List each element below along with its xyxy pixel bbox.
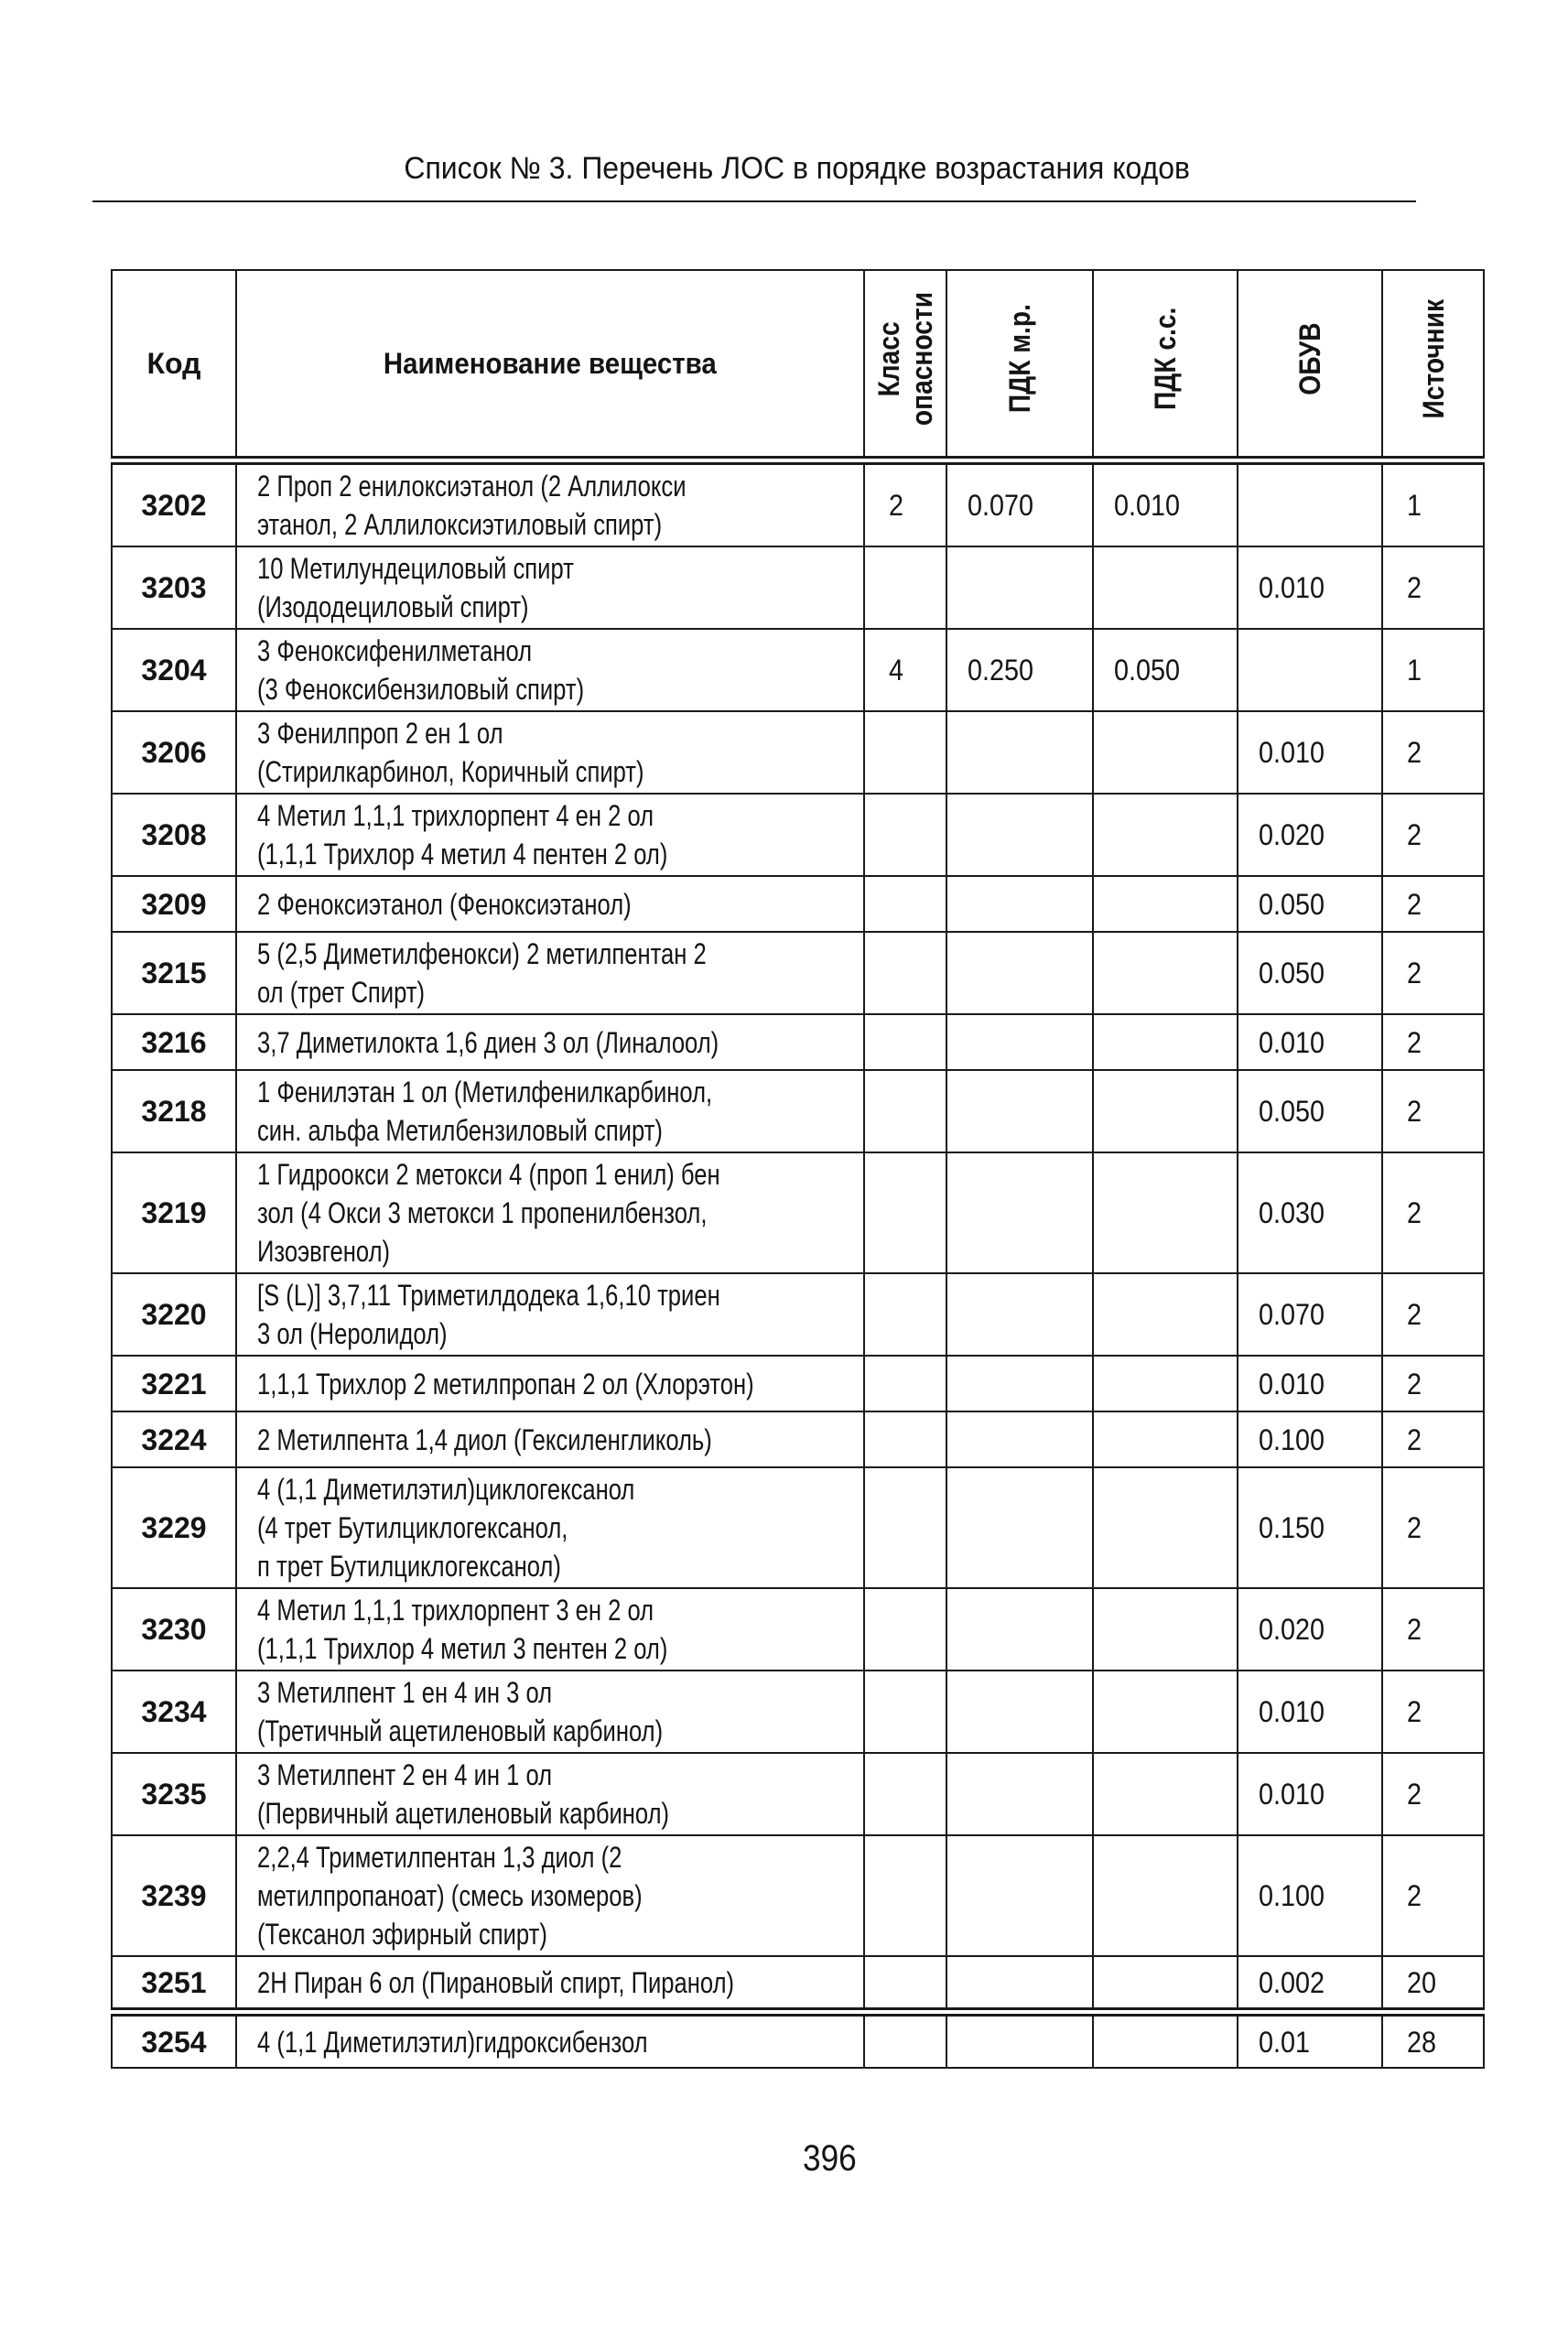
substance-code-cell: [112, 2012, 236, 2068]
table-header: [112, 270, 1484, 460]
table-row: [112, 546, 1484, 629]
header-row: [112, 270, 1484, 460]
obuv-value-cell: [1238, 1411, 1382, 1467]
hazard-class-cell: [864, 1753, 946, 1835]
source-value-cell: [1382, 1588, 1484, 1671]
obuv-value: 0.01: [1259, 2025, 1311, 2059]
pdk-ss-value-cell: [1093, 794, 1238, 876]
obuv-value-cell: [1238, 932, 1382, 1014]
pdk-mr-value-cell: [946, 460, 1093, 546]
substance-name: 2 Феноксиэтанол (Феноксиэтанол): [257, 887, 632, 921]
substance-code-cell: [112, 1588, 236, 1671]
hazard-class-cell: [864, 711, 946, 794]
table-row: [112, 629, 1484, 711]
column-header-source-label: Источник: [1416, 298, 1450, 419]
substance-name-cell: [236, 1835, 864, 1956]
pdk-mr-value-cell: [946, 1070, 1093, 1152]
pdk-mr-value-cell: [946, 629, 1093, 711]
pdk-ss-value-cell: [1093, 1467, 1238, 1588]
substance-name-cell: [236, 1467, 864, 1588]
pdk-mr-value-cell: [946, 876, 1093, 932]
hazard-class-cell: [864, 1411, 946, 1467]
table-row: [112, 1588, 1484, 1671]
obuv-value: 0.010: [1259, 1025, 1325, 1059]
substance-name: 2,2,4 Триметилпентан 1,3 диол (2 метилпропаноат) (смесь изомеров) (Тексанол эфирный спирт): [257, 1841, 643, 1951]
source-value: 2: [1407, 1095, 1422, 1128]
source-value: 1: [1407, 489, 1422, 522]
source-value-cell: [1382, 1411, 1484, 1467]
substance-table: [111, 269, 1485, 2069]
substance-code: 3219: [141, 1196, 207, 1229]
hazard-class-cell: [864, 629, 946, 711]
hazard-class-cell: [864, 876, 946, 932]
table-row: [112, 1152, 1484, 1273]
substance-code-cell: [112, 876, 236, 932]
substance-name-cell: [236, 460, 864, 546]
pdk-ss-value-cell: [1093, 1014, 1238, 1070]
obuv-value-cell: [1238, 1956, 1382, 2012]
obuv-value-cell: [1238, 1152, 1382, 1273]
column-header-pdk-ss-label: ПДК с.с.: [1149, 307, 1182, 411]
source-value: 2: [1407, 887, 1422, 921]
page-heading-text: Список № 3. Перечень ЛОС в порядке возрастания кодов: [404, 151, 1191, 186]
substance-name-cell: [236, 1411, 864, 1467]
substance-name-cell: [236, 1070, 864, 1152]
substance-code-cell: [112, 1411, 236, 1467]
column-header-obuv: [1238, 270, 1382, 460]
pdk-mr-value-cell: [946, 1671, 1093, 1753]
substance-name: 3 Метилпент 1 ен 4 ин 3 ол (Третичный ацетиленовый карбинол): [257, 1676, 664, 1747]
table-row: [112, 876, 1484, 932]
source-value: 20: [1407, 1965, 1437, 1999]
hazard-class-cell: [864, 1588, 946, 1671]
obuv-value: 0.050: [1259, 957, 1325, 989]
page-heading: [92, 150, 1502, 188]
obuv-value-cell: [1238, 1273, 1382, 1356]
pdk-ss-value-cell: [1093, 1411, 1238, 1467]
hazard-class: 2: [889, 489, 904, 522]
source-value: 2: [1407, 1879, 1422, 1912]
substance-name: 3 Феноксифенилметанол (3 Феноксибензиловый спирт): [257, 634, 585, 706]
pdk-mr-value: 0.070: [968, 489, 1034, 522]
table-row: [112, 1273, 1484, 1356]
obuv-value-cell: [1238, 876, 1382, 932]
column-header-name-label: Наименование вещества: [384, 347, 717, 380]
substance-code-cell: [112, 932, 236, 1014]
substance-code-cell: [112, 794, 236, 876]
source-value-cell: [1382, 629, 1484, 711]
substance-code-cell: [112, 1014, 236, 1070]
pdk-mr-value-cell: [946, 1835, 1093, 1956]
column-header-code: [112, 270, 236, 460]
source-value-cell: [1382, 1467, 1484, 1588]
obuv-value-cell: [1238, 1467, 1382, 1588]
substance-name: 1,1,1 Трихлор 2 метилпропан 2 ол (Хлорэтон): [257, 1367, 754, 1400]
obuv-value-cell: [1238, 1671, 1382, 1753]
pdk-ss-value-cell: [1093, 629, 1238, 711]
pdk-mr-value-cell: [946, 2012, 1093, 2068]
source-value-cell: [1382, 1956, 1484, 2012]
hazard-class-cell: [864, 932, 946, 1014]
substance-code: 3229: [141, 1511, 207, 1544]
obuv-value-cell: [1238, 460, 1382, 546]
source-value: 2: [1407, 1778, 1422, 1811]
source-value: 2: [1407, 1511, 1422, 1544]
pdk-mr-value-cell: [946, 794, 1093, 876]
column-header-pdk-mr: [946, 270, 1093, 460]
substance-code-cell: [112, 1956, 236, 2012]
pdk-ss-value-cell: [1093, 1956, 1238, 2012]
substance-name: 3,7 Диметилокта 1,6 диен 3 ол (Линалоол): [257, 1025, 719, 1059]
obuv-value-cell: [1238, 1014, 1382, 1070]
substance-name-cell: [236, 1014, 864, 1070]
source-value: 2: [1407, 1695, 1422, 1728]
hazard-class: 4: [889, 654, 904, 687]
obuv-value-cell: [1238, 2012, 1382, 2068]
substance-name: 1 Фенилэтан 1 ол (Метилфенилкарбинол, син. альфа Метилбензиловый спирт): [257, 1076, 713, 1147]
substance-name: 5 (2,5 Диметилфенокси) 2 метилпентан 2 ол (трет Спирт): [257, 937, 707, 1009]
obuv-value-cell: [1238, 794, 1382, 876]
table-row: [112, 1467, 1484, 1588]
pdk-ss-value-cell: [1093, 711, 1238, 794]
substance-code: 3254: [141, 2025, 207, 2059]
source-value-cell: [1382, 1356, 1484, 1411]
substance-name-cell: [236, 2012, 864, 2068]
substance-name-cell: [236, 1753, 864, 1835]
pdk-ss-value-cell: [1093, 932, 1238, 1014]
substance-code: 3204: [141, 654, 207, 687]
obuv-value: 0.070: [1259, 1298, 1325, 1331]
pdk-mr-value-cell: [946, 1152, 1093, 1273]
substance-code-cell: [112, 1467, 236, 1588]
obuv-value-cell: [1238, 629, 1382, 711]
pdk-ss-value-cell: [1093, 1835, 1238, 1956]
obuv-value: 0.010: [1259, 1367, 1325, 1400]
source-value-cell: [1382, 460, 1484, 546]
substance-code: 3221: [141, 1367, 207, 1400]
pdk-mr-value-cell: [946, 546, 1093, 629]
substance-name-cell: [236, 711, 864, 794]
obuv-value-cell: [1238, 711, 1382, 794]
source-value-cell: [1382, 1152, 1484, 1273]
column-header-code-label: Код: [146, 347, 201, 380]
substance-name: 4 (1,1 Диметилэтил)циклогексанол (4 трет Бутилциклогексанол, п трет Бутилциклогексанол): [257, 1473, 635, 1583]
table-row: [112, 1014, 1484, 1070]
substance-code-cell: [112, 1273, 236, 1356]
page-number: [738, 2136, 921, 2180]
table-row: [112, 1753, 1484, 1835]
column-header-source: [1382, 270, 1484, 460]
substance-code: 3230: [141, 1613, 207, 1646]
obuv-value: 0.010: [1259, 571, 1325, 604]
table-row: [112, 711, 1484, 794]
substance-code-cell: [112, 1753, 236, 1835]
column-header-name: [236, 270, 864, 460]
substance-code-cell: [112, 1152, 236, 1273]
source-value-cell: [1382, 1753, 1484, 1835]
source-value-cell: [1382, 2012, 1484, 2068]
substance-code: 3206: [141, 736, 207, 769]
column-header-hazard-class: [864, 270, 946, 460]
obuv-value-cell: [1238, 1835, 1382, 1956]
obuv-value: 0.020: [1259, 1613, 1325, 1646]
obuv-value: 0.030: [1259, 1196, 1325, 1229]
obuv-value: 0.002: [1259, 1965, 1325, 1999]
source-value-cell: [1382, 932, 1484, 1014]
table-row: [112, 1411, 1484, 1467]
source-value-cell: [1382, 711, 1484, 794]
source-value: 2: [1407, 1422, 1422, 1456]
table-row: [112, 1356, 1484, 1411]
column-header-obuv-label: ОБУВ: [1293, 322, 1326, 395]
substance-code: 3209: [141, 887, 207, 921]
source-value-cell: [1382, 1273, 1484, 1356]
substance-code-cell: [112, 546, 236, 629]
obuv-value: 0.050: [1259, 887, 1325, 921]
obuv-value-cell: [1238, 1753, 1382, 1835]
obuv-value-cell: [1238, 546, 1382, 629]
substance-code: 3208: [141, 818, 207, 851]
substance-code: 3234: [141, 1695, 207, 1728]
hazard-class-cell: [864, 1467, 946, 1588]
pdk-ss-value-cell: [1093, 546, 1238, 629]
pdk-ss-value-cell: [1093, 1273, 1238, 1356]
pdk-ss-value-cell: [1093, 1671, 1238, 1753]
pdk-mr-value-cell: [946, 1467, 1093, 1588]
obuv-value: 0.010: [1259, 1778, 1325, 1811]
obuv-value: 0.100: [1259, 1422, 1325, 1456]
substance-code-cell: [112, 1356, 236, 1411]
obuv-value-cell: [1238, 1070, 1382, 1152]
substance-name: 2 Проп 2 енилоксиэтанол (2 Аллилокси этанол, 2 Аллилоксиэтиловый спирт): [257, 470, 687, 541]
substance-name-cell: [236, 1356, 864, 1411]
substance-name-cell: [236, 932, 864, 1014]
substance-code-cell: [112, 629, 236, 711]
hazard-class-cell: [864, 1152, 946, 1273]
source-value: 2: [1407, 736, 1422, 769]
pdk-ss-value-cell: [1093, 1070, 1238, 1152]
pdk-ss-value-cell: [1093, 876, 1238, 932]
substance-name-cell: [236, 1671, 864, 1753]
substance-code: 3239: [141, 1879, 207, 1912]
substance-name-cell: [236, 876, 864, 932]
table-row: [112, 794, 1484, 876]
source-value-cell: [1382, 1835, 1484, 1956]
substance-code: 3202: [141, 489, 207, 522]
substance-code-cell: [112, 1070, 236, 1152]
source-value: 2: [1407, 1613, 1422, 1646]
source-value-cell: [1382, 876, 1484, 932]
source-value: 2: [1407, 1298, 1422, 1331]
pdk-mr-value-cell: [946, 1014, 1093, 1070]
source-value: 2: [1407, 571, 1422, 604]
pdk-ss-value-cell: [1093, 2012, 1238, 2068]
source-value: 2: [1407, 1025, 1422, 1059]
substance-name-cell: [236, 1956, 864, 2012]
obuv-value: 0.010: [1259, 736, 1325, 769]
pdk-ss-value-cell: [1093, 1588, 1238, 1671]
pdk-ss-value: 0.010: [1114, 489, 1181, 522]
substance-code: 3215: [141, 957, 207, 989]
column-header-hazard-class-label: Класс опасности: [872, 291, 938, 427]
page-number-text: 396: [802, 2138, 857, 2179]
substance-name: 2 Метилпента 1,4 диол (Гексиленгликоль): [257, 1422, 712, 1456]
substance-name: 3 Фенилпроп 2 ен 1 ол (Стирилкарбинол, Коричный спирт): [257, 717, 644, 788]
substance-table-body: [112, 460, 1484, 2068]
pdk-ss-value-cell: [1093, 460, 1238, 546]
source-value: 2: [1407, 1196, 1422, 1229]
substance-code: 3216: [141, 1025, 207, 1059]
substance-name: 1 Гидроокси 2 метокси 4 (проп 1 енил) бен зол (4 Окси 3 метокси 1 пропенилбензол, Изоэвгенол): [257, 1158, 720, 1268]
substance-name: 4 Метил 1,1,1 трихлорпент 3 ен 2 ол (1,1,1 Трихлор 4 метил 3 пентен 2 ол): [257, 1594, 668, 1665]
substance-name-cell: [236, 1273, 864, 1356]
heading-rule: [92, 200, 1416, 202]
hazard-class-cell: [864, 546, 946, 629]
pdk-ss-value-cell: [1093, 1152, 1238, 1273]
hazard-class-cell: [864, 1273, 946, 1356]
obuv-value-cell: [1238, 1588, 1382, 1671]
table-row: [112, 1070, 1484, 1152]
substance-code: 3224: [141, 1422, 207, 1456]
table-row: [112, 932, 1484, 1014]
substance-code-cell: [112, 1835, 236, 1956]
substance-name-cell: [236, 794, 864, 876]
substance-name: 4 (1,1 Диметилэтил)гидроксибензол: [257, 2025, 648, 2059]
substance-name-cell: [236, 1152, 864, 1273]
hazard-class-cell: [864, 1835, 946, 1956]
obuv-value: 0.050: [1259, 1095, 1325, 1128]
substance-name-cell: [236, 629, 864, 711]
substance-name: 4 Метил 1,1,1 трихлорпент 4 ен 2 ол (1,1,1 Трихлор 4 метил 4 пентен 2 ол): [257, 799, 668, 871]
substance-name: [S (L)] 3,7,11 Триметилдодека 1,6,10 триен 3 ол (Неролидол): [257, 1279, 720, 1350]
source-value: 28: [1407, 2025, 1437, 2059]
source-value-cell: [1382, 546, 1484, 629]
column-header-pdk-mr-label: ПДК м.р.: [1003, 304, 1036, 414]
obuv-value: 0.010: [1259, 1695, 1325, 1728]
pdk-mr-value-cell: [946, 1273, 1093, 1356]
hazard-class-cell: [864, 1014, 946, 1070]
pdk-mr-value-cell: [946, 711, 1093, 794]
table-row: [112, 460, 1484, 546]
substance-code-cell: [112, 1671, 236, 1753]
hazard-class-cell: [864, 460, 946, 546]
substance-code: 3220: [141, 1298, 207, 1331]
obuv-value: 0.150: [1259, 1511, 1325, 1544]
source-value: 2: [1407, 1367, 1422, 1400]
pdk-mr-value-cell: [946, 1356, 1093, 1411]
obuv-value: 0.100: [1259, 1879, 1325, 1912]
substance-code: 3218: [141, 1095, 207, 1128]
pdk-ss-value: 0.050: [1114, 654, 1181, 687]
source-value-cell: [1382, 1014, 1484, 1070]
pdk-ss-value-cell: [1093, 1356, 1238, 1411]
hazard-class-cell: [864, 1956, 946, 2012]
substance-code: 3251: [141, 1965, 207, 1999]
hazard-class-cell: [864, 1070, 946, 1152]
substance-name-cell: [236, 546, 864, 629]
pdk-mr-value-cell: [946, 1411, 1093, 1467]
obuv-value-cell: [1238, 1356, 1382, 1411]
source-value: 1: [1407, 654, 1422, 687]
pdk-mr-value-cell: [946, 1956, 1093, 2012]
pdk-mr-value: 0.250: [968, 654, 1034, 687]
substance-name: 2Н Пиран 6 ол (Пирановый спирт, Пиранол): [257, 1965, 735, 1999]
substance-code-cell: [112, 711, 236, 794]
pdk-mr-value-cell: [946, 1753, 1093, 1835]
pdk-mr-value-cell: [946, 932, 1093, 1014]
hazard-class-cell: [864, 1671, 946, 1753]
table-row: [112, 1835, 1484, 1956]
source-value-cell: [1382, 1070, 1484, 1152]
source-value-cell: [1382, 1671, 1484, 1753]
substance-code: 3203: [141, 571, 207, 604]
substance-code-cell: [112, 460, 236, 546]
substance-code: 3235: [141, 1778, 207, 1811]
hazard-class-cell: [864, 794, 946, 876]
table-row: [112, 2012, 1484, 2068]
source-value: 2: [1407, 957, 1422, 989]
hazard-class-cell: [864, 2012, 946, 2068]
pdk-ss-value-cell: [1093, 1753, 1238, 1835]
column-header-pdk-ss: [1093, 270, 1238, 460]
table-row: [112, 1956, 1484, 2012]
substance-name: 3 Метилпент 2 ен 4 ин 1 ол (Первичный ацетиленовый карбинол): [257, 1758, 670, 1830]
substance-table-wrapper: [111, 269, 1483, 2069]
pdk-mr-value-cell: [946, 1588, 1093, 1671]
table-row: [112, 1671, 1484, 1753]
source-value: 2: [1407, 818, 1422, 851]
source-value-cell: [1382, 794, 1484, 876]
substance-name-cell: [236, 1588, 864, 1671]
substance-name: 10 Метилундециловый спирт (Изододециловый спирт): [257, 552, 574, 623]
obuv-value: 0.020: [1259, 818, 1325, 851]
